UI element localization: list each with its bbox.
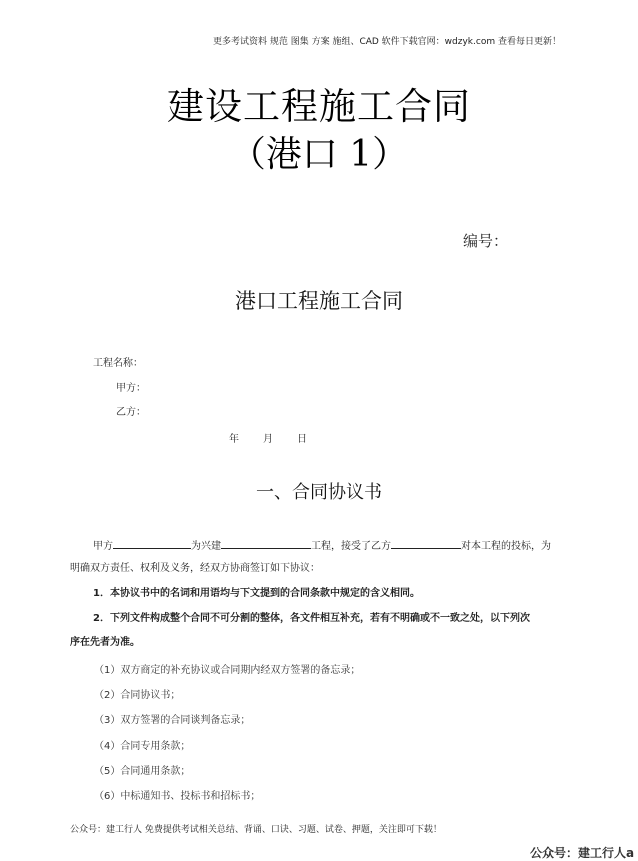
date-year: 年 (229, 434, 239, 445)
agreement-paragraph-line1 (93, 538, 551, 554)
para-text-accept: 工程，接受了乙方 (311, 541, 391, 552)
agreement-paragraph-line2: 明确双方责任、权利及义务，经双方协商签订如下协议： (70, 563, 320, 574)
list-item: （1）双方商定的补充协议或合同期内经双方签署的备忘录； (94, 665, 361, 676)
para-text-tender: 对本工程的投标，为 (461, 541, 551, 552)
clause-2-line2: 序在先者为准。 (70, 637, 140, 648)
blank-party-b (391, 538, 461, 549)
list-item: （2）合同协议书； (94, 690, 181, 701)
party-b-label: 乙方： (116, 407, 146, 418)
date-day: 日 (297, 434, 307, 445)
list-item: （3）双方签署的合同谈判备忘录； (94, 715, 251, 726)
contract-number-label: 编号： (463, 232, 509, 250)
contract-subtitle-port: （港口 1） (229, 134, 409, 175)
document-heading: 港口工程施工合同 (235, 289, 403, 313)
contract-title: 建设工程施工合同 (167, 85, 471, 128)
blank-project (221, 538, 311, 549)
list-item: （6）中标通知书、投标书和招标书； (94, 791, 261, 802)
para-text-build: 为兴建 (191, 541, 221, 552)
clause-2-line1: 2．下列文件构成整个合同不可分割的整体，各文件相互补充，若有不明确或不一致之处，以下列次 (93, 613, 530, 624)
watermark: 公众号：建工行人a (530, 846, 635, 860)
header-note: 更多考试资料 规范 图集 方案 施组、CAD 软件下载官网：wdzyk.com 查看每日更新！ (213, 37, 561, 47)
date-month: 月 (263, 434, 273, 445)
party-a-label: 甲方： (116, 383, 146, 394)
clause-1: 1．本协议书中的名词和用语均与下文提到的合同条款中规定的含义相同。 (93, 588, 420, 599)
section-title: 一、合同协议书 (256, 482, 382, 503)
list-item: （4）合同专用条款； (94, 741, 191, 752)
blank-party-a (113, 538, 191, 549)
footer-note: 公众号：建工行人 免费提供考试相关总结、背诵、口诀、习题、试卷、押题，关注即可下载！ (70, 825, 442, 835)
date-row (229, 430, 307, 445)
para-text-party-a: 甲方 (93, 541, 113, 552)
list-item: （5）合同通用条款； (94, 766, 191, 777)
project-name-label: 工程名称： (93, 358, 143, 369)
